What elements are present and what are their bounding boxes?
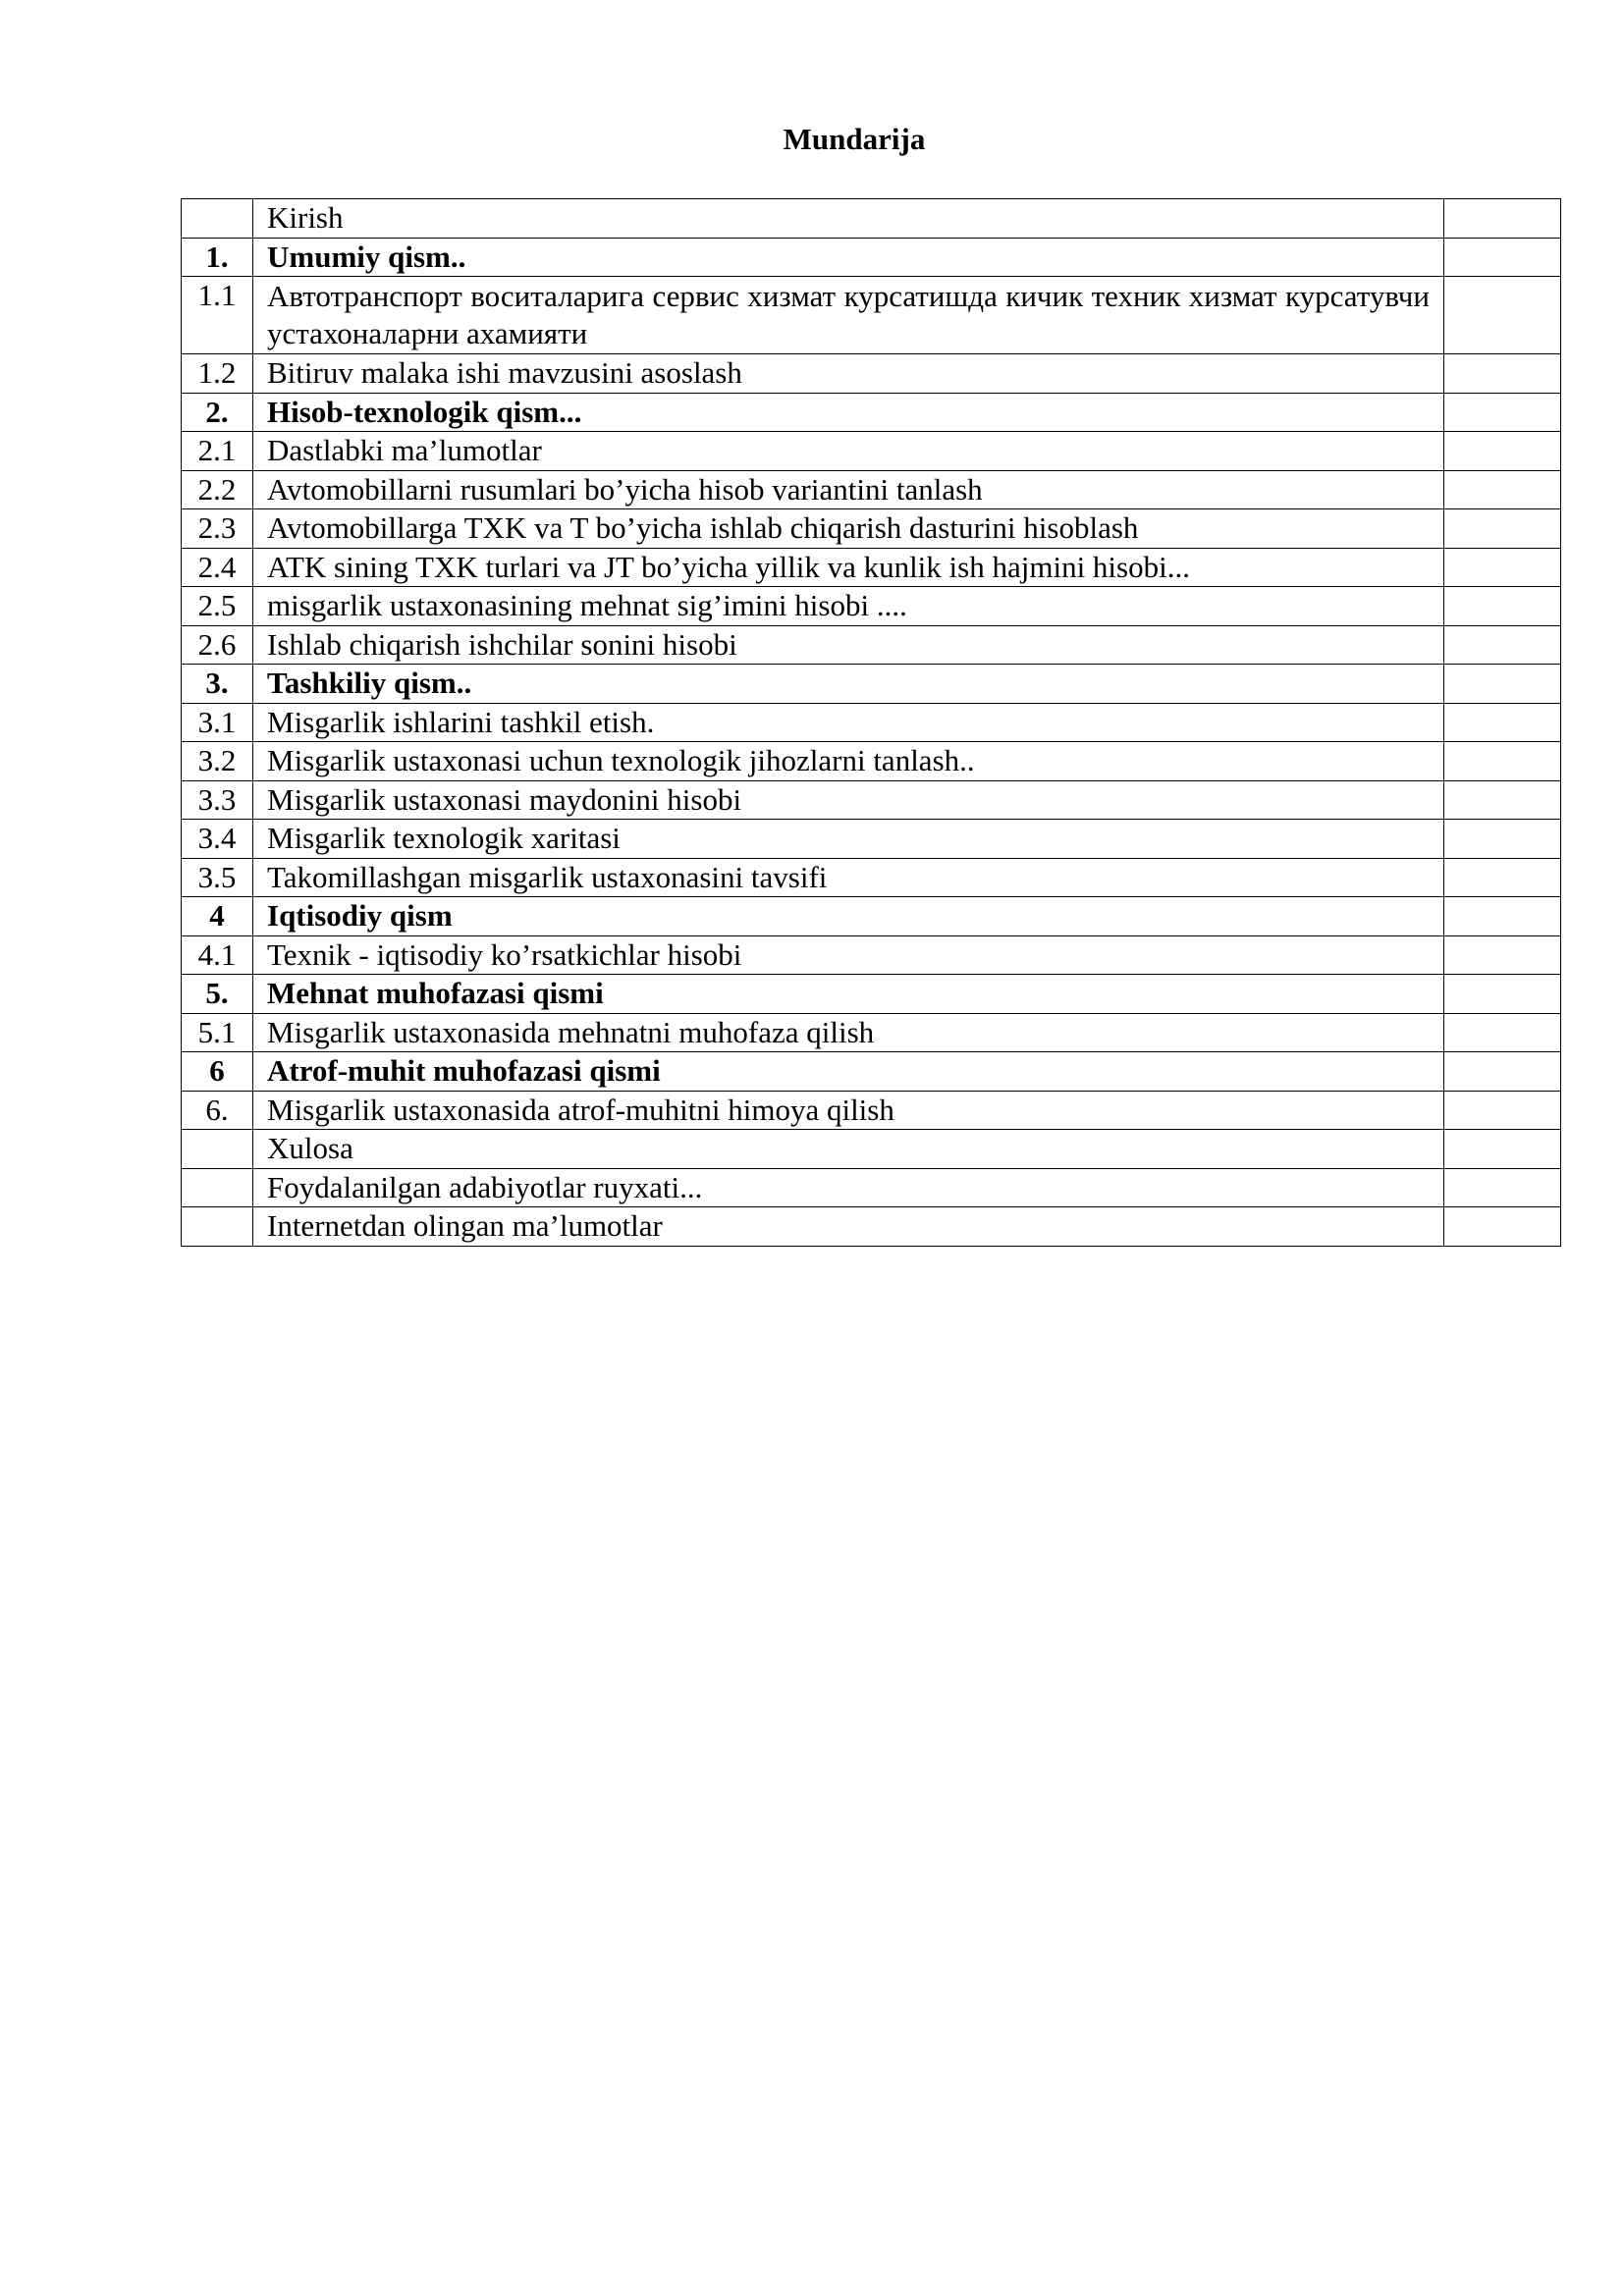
toc-section-number: 3.: [182, 665, 253, 704]
toc-page-number: [1444, 470, 1561, 509]
toc-row: [182, 587, 1561, 626]
toc-section-title: Avtomobillarni rusumlari bo’yicha hisob variantini tanlash: [253, 470, 1444, 509]
toc-page-number: [1444, 935, 1561, 975]
toc-section-number: [182, 1168, 253, 1207]
toc-section-title: Takomillashgan misgarlik ustaxonasini tavsifi: [253, 858, 1444, 897]
toc-row: [182, 1207, 1561, 1247]
toc-page-number: [1444, 1052, 1561, 1092]
toc-section-title: Foydalanilgan adabiyotlar ruyxati...: [253, 1168, 1444, 1207]
toc-row: [182, 625, 1561, 665]
toc-section-title: ATK sining TXK turlari va JT bo’yicha yillik va kunlik ish hajmini hisobi...: [253, 548, 1444, 587]
toc-row: [182, 935, 1561, 975]
toc-row: [182, 780, 1561, 820]
toc-row: [182, 703, 1561, 742]
toc-section-number: 2.2: [182, 470, 253, 509]
toc-row: [182, 820, 1561, 859]
toc-row: [182, 199, 1561, 239]
toc-section-number: 5.1: [182, 1013, 253, 1052]
toc-section-number: 2.3: [182, 509, 253, 549]
toc-row: [182, 238, 1561, 277]
toc-section-number: [182, 1130, 253, 1169]
toc-section-title: Misgarlik ishlarini tashkil etish.: [253, 703, 1444, 742]
toc-page-number: [1444, 1207, 1561, 1247]
toc-body: [182, 199, 1561, 1247]
toc-section-title: Kirish: [253, 199, 1444, 239]
toc-section-number: 5.: [182, 975, 253, 1014]
toc-row: [182, 548, 1561, 587]
toc-page-number: [1444, 780, 1561, 820]
toc-page-number: [1444, 975, 1561, 1014]
toc-page-number: [1444, 820, 1561, 859]
toc-page-number: [1444, 393, 1561, 432]
toc-row: [182, 742, 1561, 781]
toc-section-number: [182, 199, 253, 239]
toc-section-number: 1.2: [182, 354, 253, 394]
toc-section-title: Tashkiliy qism..: [253, 665, 1444, 704]
toc-section-number: 2.1: [182, 432, 253, 471]
toc-page-number: [1444, 587, 1561, 626]
toc-row: [182, 1130, 1561, 1169]
toc-section-number: 3.1: [182, 703, 253, 742]
toc-section-number: 2.6: [182, 625, 253, 665]
toc-page-number: [1444, 509, 1561, 549]
toc-page-number: [1444, 742, 1561, 781]
toc-page-number: [1444, 199, 1561, 239]
toc-section-title: Ishlab chiqarish ishchilar sonini hisobi: [253, 625, 1444, 665]
toc-section-number: 4: [182, 897, 253, 936]
toc-row: [182, 393, 1561, 432]
toc-section-title: Atrof-muhit muhofazasi qismi: [253, 1052, 1444, 1092]
toc-section-number: 2.: [182, 393, 253, 432]
toc-row: [182, 354, 1561, 394]
toc-row: [182, 277, 1561, 354]
toc-row: [182, 1052, 1561, 1092]
toc-page-number: [1444, 703, 1561, 742]
toc-row: [182, 897, 1561, 936]
toc-page-number: [1444, 1130, 1561, 1169]
toc-page-number: [1444, 432, 1561, 471]
toc-section-title: Bitiruv malaka ishi mavzusini asoslash: [253, 354, 1444, 394]
toc-section-title: Mehnat muhofazasi qismi: [253, 975, 1444, 1014]
toc-section-title: Iqtisodiy qism: [253, 897, 1444, 936]
toc-row: [182, 858, 1561, 897]
toc-section-title: Misgarlik ustaxonasida mehnatni muhofaza qilish: [253, 1013, 1444, 1052]
toc-row: [182, 975, 1561, 1014]
toc-section-title: Internetdan olingan ma’lumotlar: [253, 1207, 1444, 1247]
toc-row: [182, 432, 1561, 471]
toc-page-number: [1444, 665, 1561, 704]
toc-row: [182, 470, 1561, 509]
toc-row: [182, 665, 1561, 704]
toc-section-title: Hisob-texnologik qism...: [253, 393, 1444, 432]
toc-page-number: [1444, 1013, 1561, 1052]
toc-section-number: 3.2: [182, 742, 253, 781]
toc-section-title: Misgarlik ustaxonasi uchun texnologik jihozlarni tanlash..: [253, 742, 1444, 781]
toc-page-number: [1444, 897, 1561, 936]
toc-page-number: [1444, 548, 1561, 587]
toc-section-title: Автотранспорт воситаларига сервис хизмат курсатишда кичик техник хизмат курсатувчи устахоналарни ахамияти: [253, 277, 1444, 354]
toc-section-title: Umumiy qism..: [253, 238, 1444, 277]
toc-section-title: Dastlabki ma’lumotlar: [253, 432, 1444, 471]
toc-section-number: 2.5: [182, 587, 253, 626]
toc-row: [182, 1091, 1561, 1130]
toc-section-number: 3.5: [182, 858, 253, 897]
toc-section-title: Avtomobillarga TXK va T bo’yicha ishlab chiqarish dasturini hisoblash: [253, 509, 1444, 549]
toc-section-number: 4.1: [182, 935, 253, 975]
toc-section-number: 6.: [182, 1091, 253, 1130]
toc-section-title: Xulosa: [253, 1130, 1444, 1169]
page-title: Mundarija: [783, 122, 926, 156]
toc-section-number: 2.4: [182, 548, 253, 587]
toc-row: [182, 509, 1561, 549]
toc-page-number: [1444, 238, 1561, 277]
toc-page-number: [1444, 625, 1561, 665]
toc-section-title: misgarlik ustaxonasining mehnat sig’imini hisobi ....: [253, 587, 1444, 626]
toc-section-number: 6: [182, 1052, 253, 1092]
toc-section-number: 3.4: [182, 820, 253, 859]
toc-section-title: Misgarlik ustaxonasi maydonini hisobi: [253, 780, 1444, 820]
toc-section-number: 1.1: [182, 277, 253, 354]
toc-page-number: [1444, 354, 1561, 394]
toc-section-number: 3.3: [182, 780, 253, 820]
toc-page-number: [1444, 1168, 1561, 1207]
table-of-contents: [181, 198, 1561, 1247]
toc-row: [182, 1168, 1561, 1207]
toc-section-title: Misgarlik texnologik xaritasi: [253, 820, 1444, 859]
toc-page-number: [1444, 858, 1561, 897]
toc-section-title: Texnik - iqtisodiy ko’rsatkichlar hisobi: [253, 935, 1444, 975]
toc-section-number: 1.: [182, 238, 253, 277]
toc-page-number: [1444, 277, 1561, 354]
toc-section-title: Misgarlik ustaxonasida atrof-muhitni himoya qilish: [253, 1091, 1444, 1130]
toc-row: [182, 1013, 1561, 1052]
toc-page-number: [1444, 1091, 1561, 1130]
toc-section-number: [182, 1207, 253, 1247]
